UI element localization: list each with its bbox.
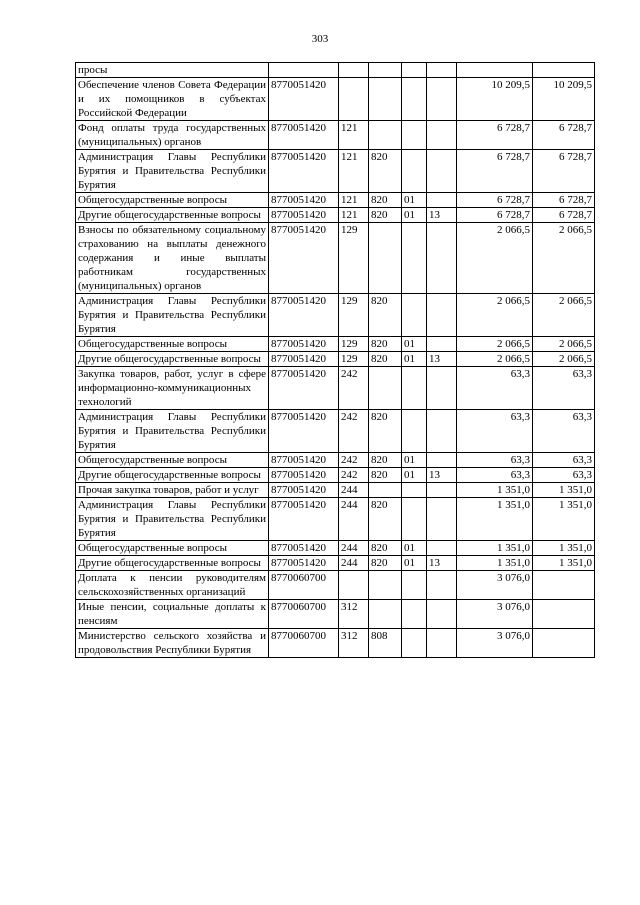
cell-name: Прочая закупка товаров, работ и услуг (76, 483, 269, 498)
cell-vr: 129 (339, 352, 369, 367)
cell-pr (427, 367, 457, 410)
cell-v1: 63,3 (457, 453, 533, 468)
cell-v2: 63,3 (533, 410, 595, 453)
cell-ved (369, 600, 402, 629)
cell-rz (402, 63, 427, 78)
cell-pr (427, 294, 457, 337)
cell-v1: 1 351,0 (457, 498, 533, 541)
cell-v1: 63,3 (457, 367, 533, 410)
cell-v2: 63,3 (533, 453, 595, 468)
cell-ved: 820 (369, 556, 402, 571)
cell-v2: 2 066,5 (533, 294, 595, 337)
cell-name: Другие общегосударственные вопросы (76, 352, 269, 367)
cell-v1: 1 351,0 (457, 541, 533, 556)
cell-v1: 63,3 (457, 468, 533, 483)
cell-ved: 820 (369, 410, 402, 453)
table-row (76, 556, 595, 571)
cell-vr: 129 (339, 294, 369, 337)
cell-vr: 121 (339, 150, 369, 193)
table-row (76, 541, 595, 556)
cell-rz: 01 (402, 352, 427, 367)
cell-v2: 1 351,0 (533, 498, 595, 541)
cell-rz (402, 571, 427, 600)
cell-code: 8770060700 (269, 629, 339, 658)
page-number: 303 (311, 33, 329, 45)
cell-pr (427, 571, 457, 600)
cell-vr (339, 78, 369, 121)
cell-pr (427, 483, 457, 498)
cell-v2: 2 066,5 (533, 337, 595, 352)
cell-code (269, 63, 339, 78)
cell-v1: 2 066,5 (457, 223, 533, 294)
table-row (76, 600, 595, 629)
cell-v1: 10 209,5 (457, 78, 533, 121)
cell-ved (369, 121, 402, 150)
cell-pr (427, 78, 457, 121)
cell-vr: 312 (339, 629, 369, 658)
cell-vr: 121 (339, 121, 369, 150)
cell-ved: 820 (369, 193, 402, 208)
cell-rz: 01 (402, 208, 427, 223)
cell-ved (369, 571, 402, 600)
table-row (76, 294, 595, 337)
cell-ved: 820 (369, 208, 402, 223)
cell-name: Доплата к пенсии руководителям сельскохозяйственных организаций (76, 571, 269, 600)
table-row (76, 223, 595, 294)
cell-pr (427, 193, 457, 208)
cell-vr: 129 (339, 223, 369, 294)
cell-rz (402, 483, 427, 498)
table-row (76, 629, 595, 658)
table-row (76, 367, 595, 410)
cell-ved: 820 (369, 541, 402, 556)
cell-v1: 6 728,7 (457, 208, 533, 223)
cell-ved: 820 (369, 453, 402, 468)
cell-vr: 129 (339, 337, 369, 352)
cell-rz (402, 367, 427, 410)
cell-pr (427, 600, 457, 629)
cell-rz: 01 (402, 556, 427, 571)
cell-vr: 242 (339, 367, 369, 410)
table-row (76, 468, 595, 483)
cell-code: 8770060700 (269, 600, 339, 629)
table-row (76, 352, 595, 367)
cell-vr: 244 (339, 483, 369, 498)
table-row (76, 498, 595, 541)
cell-v2: 1 351,0 (533, 541, 595, 556)
cell-rz (402, 78, 427, 121)
cell-code: 8770051420 (269, 367, 339, 410)
cell-vr: 121 (339, 208, 369, 223)
cell-v2: 1 351,0 (533, 483, 595, 498)
table-row (76, 78, 595, 121)
table-row (76, 483, 595, 498)
table-row (76, 453, 595, 468)
cell-code: 8770051420 (269, 352, 339, 367)
cell-rz: 01 (402, 337, 427, 352)
table-row (76, 337, 595, 352)
budget-table (75, 62, 595, 658)
cell-code: 8770051420 (269, 483, 339, 498)
cell-v1: 3 076,0 (457, 571, 533, 600)
cell-rz (402, 629, 427, 658)
cell-name: Закупка товаров, работ, услуг в сфере информационно-коммуникационных технологий (76, 367, 269, 410)
cell-ved: 808 (369, 629, 402, 658)
cell-ved: 820 (369, 294, 402, 337)
cell-vr: 244 (339, 556, 369, 571)
cell-vr (339, 571, 369, 600)
cell-v1: 6 728,7 (457, 121, 533, 150)
cell-v1: 2 066,5 (457, 337, 533, 352)
cell-v2 (533, 600, 595, 629)
cell-name: Администрация Главы Республики Бурятия и Правительства Республики Бурятия (76, 150, 269, 193)
cell-rz (402, 410, 427, 453)
cell-rz (402, 121, 427, 150)
cell-name: Взносы по обязательному социальному страхованию на выплаты денежного содержания и иные выплаты работникам государственных (муниципальных) органов (76, 223, 269, 294)
cell-name: Администрация Главы Республики Бурятия и Правительства Республики Бурятия (76, 410, 269, 453)
cell-v2: 63,3 (533, 468, 595, 483)
cell-name: Другие общегосударственные вопросы (76, 468, 269, 483)
cell-rz (402, 294, 427, 337)
cell-ved (369, 63, 402, 78)
cell-rz (402, 150, 427, 193)
cell-v2: 1 351,0 (533, 556, 595, 571)
cell-vr: 242 (339, 468, 369, 483)
cell-rz (402, 600, 427, 629)
cell-pr (427, 541, 457, 556)
cell-code: 8770051420 (269, 337, 339, 352)
cell-code: 8770051420 (269, 410, 339, 453)
cell-v2: 2 066,5 (533, 352, 595, 367)
cell-vr: 244 (339, 498, 369, 541)
cell-v2: 2 066,5 (533, 223, 595, 294)
cell-ved: 820 (369, 150, 402, 193)
table-row (76, 150, 595, 193)
cell-pr (427, 150, 457, 193)
cell-rz: 01 (402, 453, 427, 468)
cell-name: Администрация Главы Республики Бурятия и Правительства Республики Бурятия (76, 498, 269, 541)
cell-code: 8770051420 (269, 556, 339, 571)
cell-pr (427, 453, 457, 468)
cell-name: просы (76, 63, 269, 78)
cell-v1 (457, 63, 533, 78)
cell-pr (427, 121, 457, 150)
cell-ved: 820 (369, 468, 402, 483)
cell-pr: 13 (427, 468, 457, 483)
cell-rz: 01 (402, 468, 427, 483)
cell-name: Иные пенсии, социальные доплаты к пенсиям (76, 600, 269, 629)
cell-code: 8770051420 (269, 498, 339, 541)
cell-name: Общегосударственные вопросы (76, 337, 269, 352)
table-row (76, 63, 595, 78)
cell-v1: 1 351,0 (457, 483, 533, 498)
cell-code: 8770051420 (269, 78, 339, 121)
cell-vr: 244 (339, 541, 369, 556)
cell-ved (369, 78, 402, 121)
cell-name: Общегосударственные вопросы (76, 541, 269, 556)
cell-code: 8770051420 (269, 208, 339, 223)
cell-pr: 13 (427, 208, 457, 223)
cell-v2 (533, 571, 595, 600)
cell-code: 8770051420 (269, 193, 339, 208)
cell-name: Обеспечение членов Совета Федерации и их помощников в субъектах Российской Федерации (76, 78, 269, 121)
cell-v2: 10 209,5 (533, 78, 595, 121)
cell-pr: 13 (427, 352, 457, 367)
cell-pr (427, 337, 457, 352)
table-row (76, 121, 595, 150)
cell-pr (427, 498, 457, 541)
cell-rz (402, 223, 427, 294)
cell-pr (427, 63, 457, 78)
cell-vr: 121 (339, 193, 369, 208)
cell-code: 8770051420 (269, 541, 339, 556)
cell-vr (339, 63, 369, 78)
cell-name: Общегосударственные вопросы (76, 193, 269, 208)
table-row (76, 193, 595, 208)
cell-v1: 63,3 (457, 410, 533, 453)
cell-v2: 63,3 (533, 367, 595, 410)
table-row (76, 571, 595, 600)
cell-v2: 6 728,7 (533, 193, 595, 208)
cell-name: Общегосударственные вопросы (76, 453, 269, 468)
table-row (76, 208, 595, 223)
cell-pr (427, 410, 457, 453)
cell-v2: 6 728,7 (533, 208, 595, 223)
cell-v1: 3 076,0 (457, 600, 533, 629)
table-row (76, 410, 595, 453)
cell-ved: 820 (369, 352, 402, 367)
cell-rz: 01 (402, 193, 427, 208)
cell-rz (402, 498, 427, 541)
cell-v2 (533, 629, 595, 658)
cell-code: 8770051420 (269, 223, 339, 294)
cell-name: Администрация Главы Республики Бурятия и Правительства Республики Бурятия (76, 294, 269, 337)
cell-ved: 820 (369, 337, 402, 352)
cell-v1: 2 066,5 (457, 352, 533, 367)
cell-pr (427, 629, 457, 658)
cell-v1: 6 728,7 (457, 193, 533, 208)
cell-pr: 13 (427, 556, 457, 571)
cell-v2: 6 728,7 (533, 150, 595, 193)
cell-name: Другие общегосударственные вопросы (76, 556, 269, 571)
cell-vr: 312 (339, 600, 369, 629)
cell-code: 8770060700 (269, 571, 339, 600)
cell-code: 8770051420 (269, 150, 339, 193)
cell-ved (369, 483, 402, 498)
cell-ved: 820 (369, 498, 402, 541)
cell-v1: 3 076,0 (457, 629, 533, 658)
cell-v1: 6 728,7 (457, 150, 533, 193)
cell-ved (369, 367, 402, 410)
cell-v1: 2 066,5 (457, 294, 533, 337)
cell-code: 8770051420 (269, 453, 339, 468)
cell-v1: 1 351,0 (457, 556, 533, 571)
cell-name: Фонд оплаты труда государственных (муниципальных) органов (76, 121, 269, 150)
cell-pr (427, 223, 457, 294)
cell-code: 8770051420 (269, 294, 339, 337)
cell-code: 8770051420 (269, 121, 339, 150)
cell-v2 (533, 63, 595, 78)
cell-ved (369, 223, 402, 294)
cell-vr: 242 (339, 410, 369, 453)
cell-rz: 01 (402, 541, 427, 556)
cell-v2: 6 728,7 (533, 121, 595, 150)
cell-vr: 242 (339, 453, 369, 468)
cell-name: Министерство сельского хозяйства и продовольствия Республики Бурятия (76, 629, 269, 658)
cell-code: 8770051420 (269, 468, 339, 483)
cell-name: Другие общегосударственные вопросы (76, 208, 269, 223)
